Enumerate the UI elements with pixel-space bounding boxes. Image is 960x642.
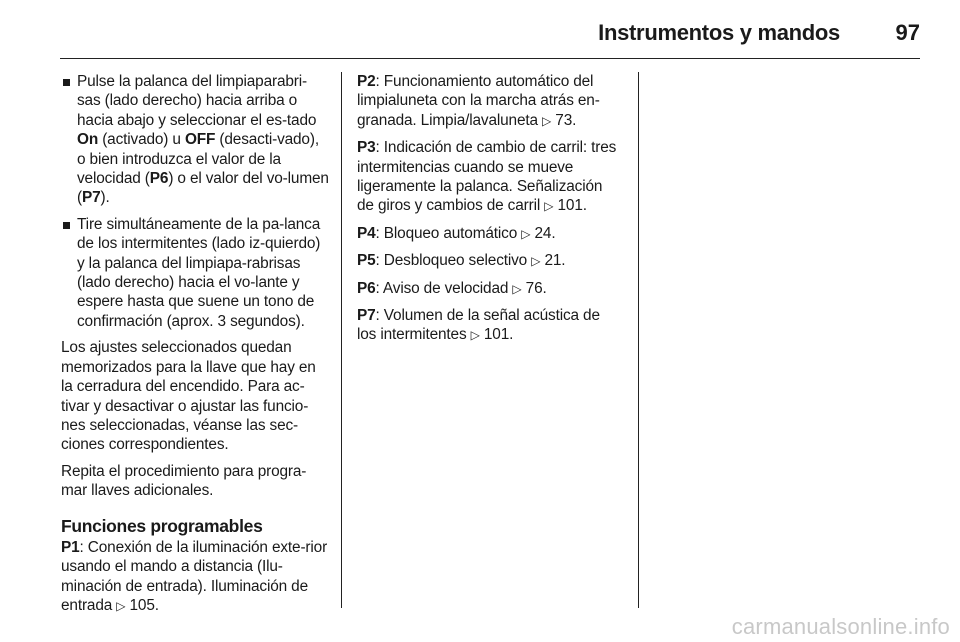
page-ref-link[interactable]: 73. (555, 111, 577, 129)
page-ref-link[interactable]: 21. (544, 252, 566, 270)
state-on-label: On (77, 131, 99, 149)
page-ref-arrow-icon: ▷ (470, 328, 480, 343)
header-rule (60, 58, 920, 59)
page-ref-link[interactable]: 76. (525, 279, 547, 297)
page-ref-link[interactable]: 101. (557, 197, 587, 215)
page-ref-arrow-icon: ▷ (544, 199, 554, 214)
section-heading: Funciones programables (61, 515, 263, 536)
function-entry-p4: P4: Bloqueo automático ▷ 24. (357, 224, 556, 242)
left-column (61, 72, 329, 624)
function-entry-p7: P7: Volumen de la señal acústica de los intermitentes ▷ 101. (357, 307, 600, 344)
column-divider (638, 72, 639, 608)
paragraph: Repita el procedimiento para progra-mar llaves adicionales. (61, 462, 307, 500)
page-ref-link[interactable]: 105. (129, 597, 159, 615)
column-divider (341, 72, 342, 608)
watermark: carmanualsonline.info (731, 614, 950, 639)
list-item: Tire simultáneamente de la pa-lanca de los intermitentes (lado iz-quierdo) y la palanca del limpiapa-rabrisas (lado derecho) hacia el vo-lante y espere hasta que suene un tono de confirmación (aprox. 3 segundos). (61, 215, 329, 331)
state-off-label: OFF (184, 131, 216, 149)
page-ref-arrow-icon: ▷ (512, 281, 522, 296)
page-ref-arrow-icon: ▷ (116, 599, 126, 614)
page-ref-arrow-icon: ▷ (542, 113, 552, 128)
function-entry-p1: P1: Conexión de la iluminación exte-rior usando el mando a distancia (Ilu-minación de entrada). Iluminación de entrada ▷ 105. (61, 538, 328, 615)
function-entry-p2: P2: Funcionamiento automático del limpialuneta con la marcha atrás en-granada. Limpia/lavaluneta ▷ 73. (357, 73, 600, 129)
function-key-p7: P7 (81, 189, 101, 207)
section-title: Instrumentos y mandos (598, 20, 840, 45)
page-ref-arrow-icon: ▷ (531, 254, 541, 269)
page-number: 97 (895, 20, 920, 45)
page-ref-link[interactable]: 101. (483, 326, 514, 344)
function-entry-p3: P3: Indicación de cambio de carril: tres intermitencias cuando se mueve ligeramente la palanca. Señalización de giros y cambios de carril ▷ 101. (357, 139, 617, 215)
page-header (60, 14, 920, 58)
function-key-p6: P6 (149, 170, 169, 188)
page-ref-arrow-icon: ▷ (521, 226, 531, 241)
list-item: Pulse la palanca del limpiaparabri-sas (lado derecho) hacia arriba o hacia abajo y seleccionar el es-tado On (activado) u OFF (desacti-vado), o bien introduzca el valor de la velocidad (P6) o el valor del vo-lumen (P7). (61, 72, 329, 208)
right-column (357, 72, 623, 353)
page-ref-link[interactable]: 24. (534, 224, 556, 242)
paragraph: Los ajustes seleccionados quedan memorizados para la llave que hay en la cerradura del encendido. Para ac-tivar y desactivar o ajustar las funcio-nes seleccionadas, véanse las sec-ciones correspondientes. (61, 339, 316, 454)
function-entry-p6: P6: Aviso de velocidad ▷ 76. (357, 279, 547, 297)
function-entry-p5: P5: Desbloqueo selectivo ▷ 21. (357, 252, 566, 270)
